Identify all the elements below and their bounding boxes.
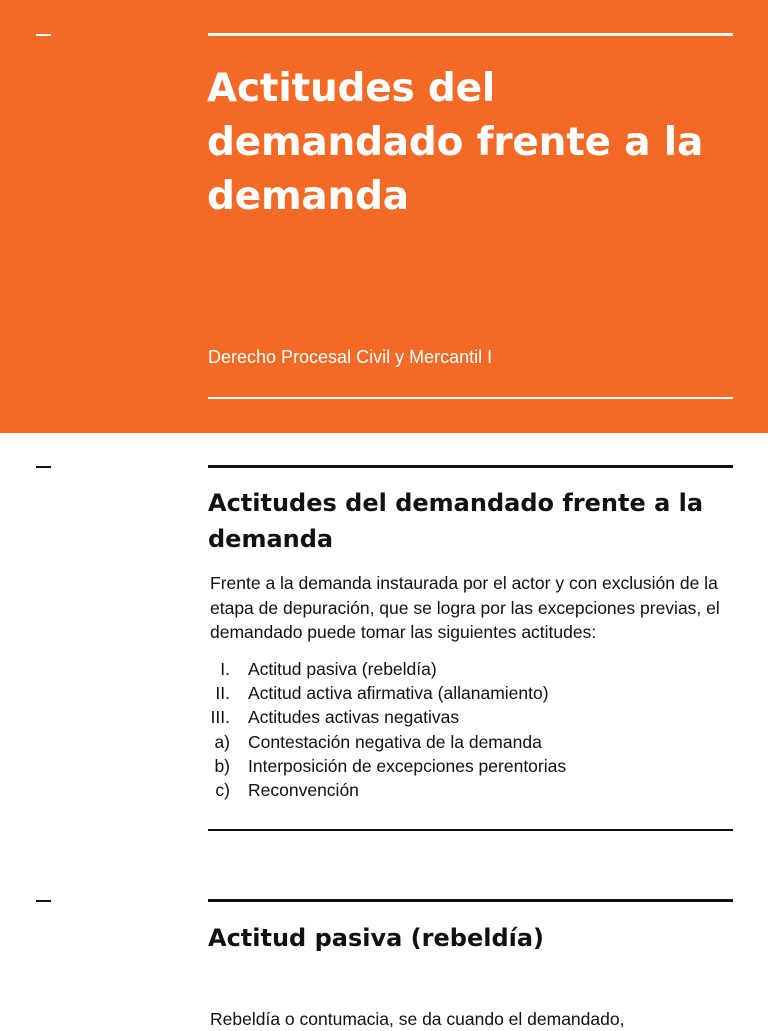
- slide-dash-marker: [36, 900, 51, 902]
- list-item-text: Actitud activa afirmativa (allanamiento): [248, 682, 549, 703]
- slide-dash-marker: [36, 34, 51, 36]
- content-slide-actitudes: [0, 433, 768, 868]
- title-slide: [0, 0, 768, 433]
- list-item-text: Actitud pasiva (rebeldía): [248, 658, 437, 679]
- slide-heading: Actitud pasiva (rebeldía): [208, 924, 545, 952]
- content-slide-actitud-pasiva: [0, 868, 768, 1029]
- attitudes-list: [198, 657, 738, 803]
- title-bottom-rule: [208, 397, 733, 399]
- list-marker: a): [214, 731, 230, 752]
- slide-intro-paragraph: Frente a la demanda instaurada por el actor y con exclusión de la etapa de depuración, que se logra por las excepciones previas, el demandado puede tomar las siguientes actitudes:: [210, 573, 720, 642]
- list-item-text: Reconvención: [248, 780, 359, 801]
- slide-bottom-rule: [208, 829, 733, 831]
- list-marker: III.: [210, 707, 230, 728]
- presentation-title: Actitudes del demandado frente a la demanda: [207, 66, 704, 219]
- list-item-text: Contestación negativa de la demanda: [248, 731, 542, 752]
- presentation-subtitle: Derecho Procesal Civil y Mercantil I: [208, 347, 493, 367]
- list-item: [198, 778, 738, 802]
- list-item: [198, 657, 738, 681]
- slide-dash-marker: [36, 466, 51, 468]
- list-item-text: Actitudes activas negativas: [248, 707, 460, 728]
- list-marker: b): [214, 755, 230, 776]
- list-item: [198, 706, 738, 730]
- list-item: [198, 681, 738, 705]
- list-item: [198, 754, 738, 778]
- list-marker: c): [215, 780, 230, 801]
- slide-body-paragraph: Rebeldía o contumacia, se da cuando el demandado,: [210, 1009, 625, 1029]
- list-marker: II.: [215, 682, 230, 703]
- list-item: [198, 730, 738, 754]
- list-marker: I.: [220, 658, 230, 679]
- slide-heading: Actitudes del demandado frente a la demanda: [208, 489, 704, 553]
- title-top-rule: [208, 33, 733, 36]
- slide-top-rule: [208, 465, 733, 468]
- list-item-text: Interposición de excepciones perentorias: [248, 755, 567, 776]
- slide-top-rule: [208, 899, 733, 902]
